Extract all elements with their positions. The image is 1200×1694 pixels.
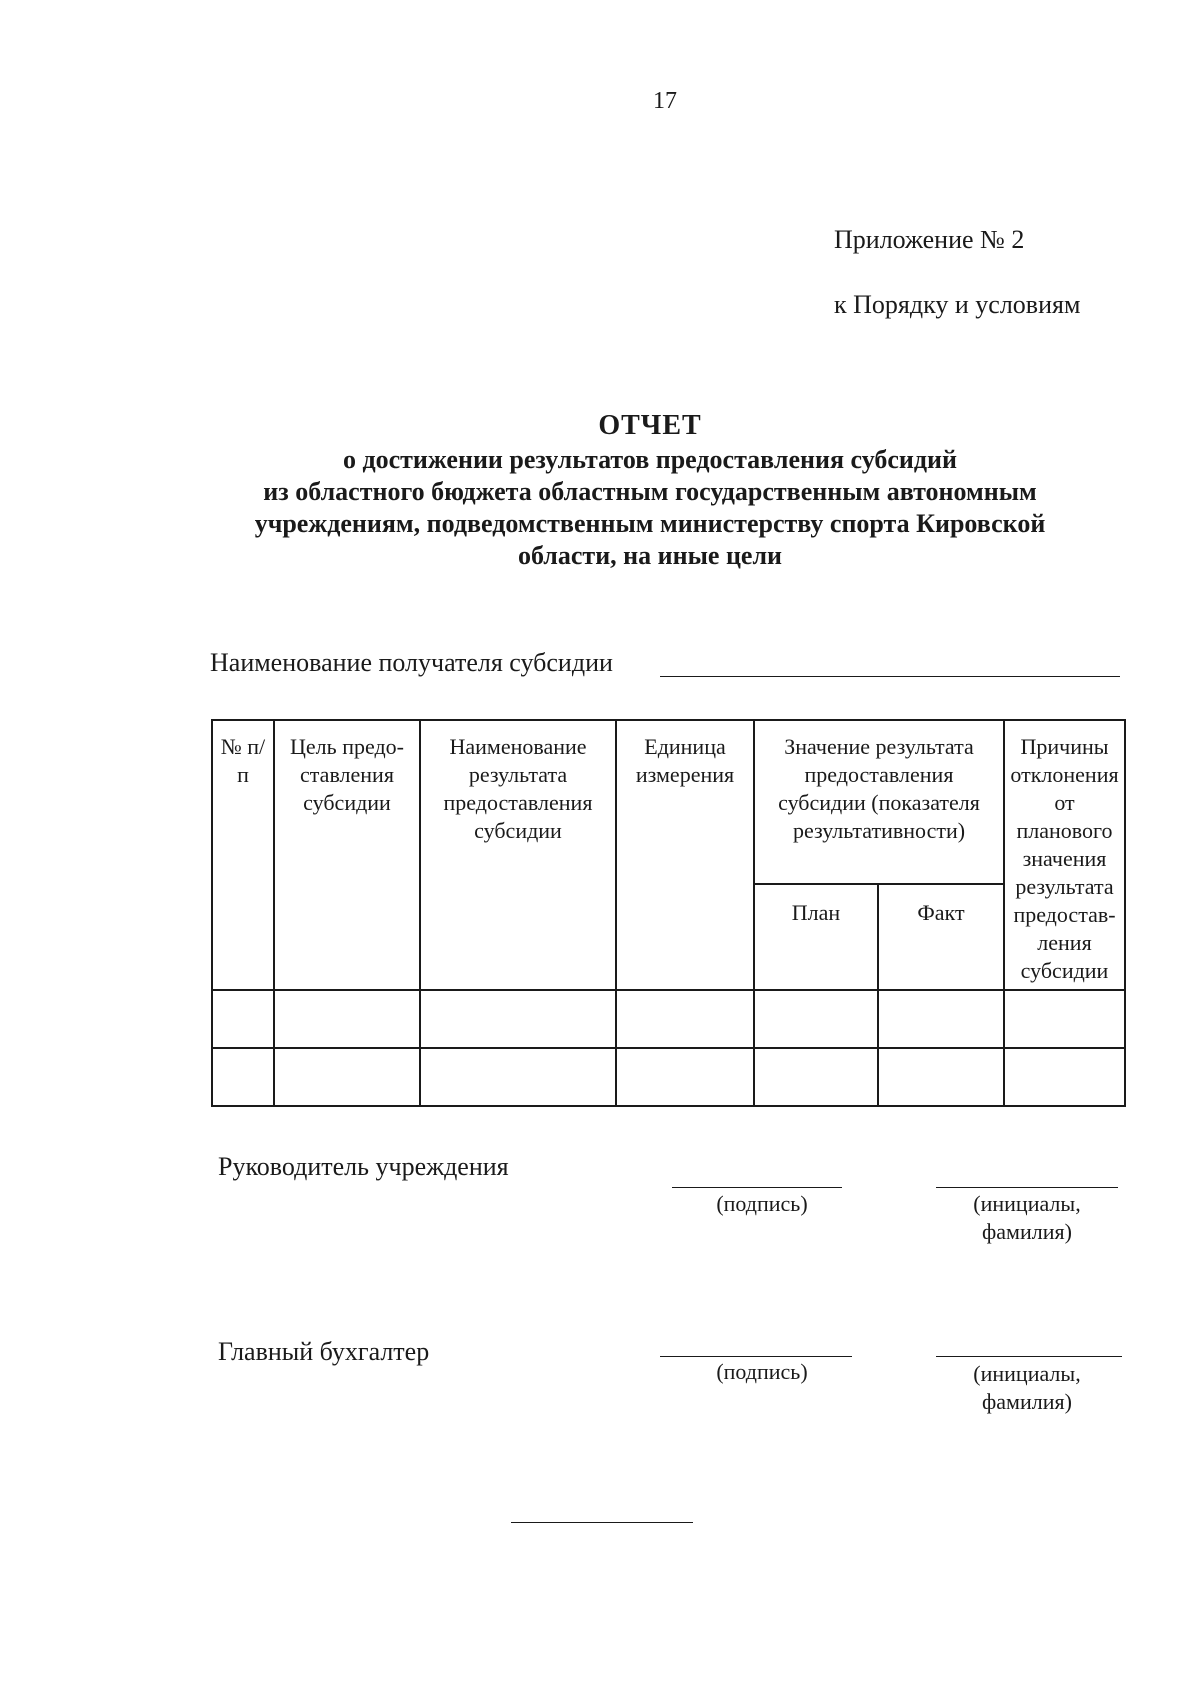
table-row — [212, 1048, 1125, 1106]
appendix-reference: к Порядку и условиям — [834, 290, 1081, 319]
table-cell[interactable] — [616, 1048, 754, 1106]
table-cell[interactable] — [616, 990, 754, 1048]
table-cell[interactable] — [420, 990, 616, 1048]
accountant-signature-caption: (подпись) — [716, 1359, 808, 1384]
column-header-fact: Факт — [878, 884, 1004, 990]
appendix-label: Приложение № 2 — [834, 225, 1025, 254]
table-cell[interactable] — [878, 1048, 1004, 1106]
head-name-caption: (инициалы, фамилия) — [973, 1191, 1081, 1244]
table-cell[interactable] — [274, 990, 420, 1048]
head-name-line[interactable] — [936, 1187, 1118, 1188]
chief-accountant-label: Главный бухгалтер — [218, 1337, 430, 1366]
table-cell[interactable] — [754, 990, 878, 1048]
document-end-line — [511, 1522, 693, 1523]
column-header-result-name: Наименование результата предоставления субсидии — [420, 720, 616, 990]
column-header-unit: Единица измерения — [616, 720, 754, 990]
table-cell[interactable] — [754, 1048, 878, 1106]
head-of-institution-label: Руководитель учреждения — [218, 1152, 509, 1181]
head-signature-caption: (подпись) — [716, 1191, 808, 1216]
table-cell[interactable] — [1004, 990, 1125, 1048]
report-title-line: области, на иные цели — [517, 541, 783, 570]
table-cell[interactable] — [420, 1048, 616, 1106]
column-header-plan: План — [754, 884, 878, 990]
report-title — [200, 410, 1100, 572]
table-cell[interactable] — [1004, 1048, 1125, 1106]
report-title-line: о достижении результатов предоставления субсидий — [342, 445, 958, 474]
table-header-row — [212, 720, 1125, 884]
column-header-goal: Цель предо-ставления субсидии — [274, 720, 420, 990]
report-title-line: из областного бюджета областным государственным автономным — [263, 477, 1037, 506]
recipient-name-field[interactable] — [660, 676, 1120, 677]
table-cell[interactable] — [212, 990, 274, 1048]
report-heading: ОТЧЕТ — [598, 410, 702, 441]
column-header-result-value: Значение результата предоставления субсидии (показателя результативности) — [754, 720, 1004, 884]
recipient-label: Наименование получателя субсидии — [210, 648, 613, 677]
table-row — [212, 990, 1125, 1048]
table-cell[interactable] — [878, 990, 1004, 1048]
column-header-number: № п/п — [212, 720, 274, 990]
head-signature-line[interactable] — [672, 1187, 842, 1188]
results-table — [211, 719, 1126, 1107]
report-title-line: учреждениям, подведомственным министерству спорта Кировской — [254, 509, 1046, 538]
table-cell[interactable] — [274, 1048, 420, 1106]
accountant-name-line[interactable] — [936, 1356, 1122, 1357]
column-header-deviation-reason: Причины отклонения от планового значения результата предостав-ления субсидии — [1004, 720, 1125, 990]
accountant-name-caption: (инициалы, фамилия) — [973, 1361, 1081, 1414]
table-cell[interactable] — [212, 1048, 274, 1106]
page-number: 17 — [653, 88, 677, 114]
accountant-signature-line[interactable] — [660, 1356, 852, 1357]
